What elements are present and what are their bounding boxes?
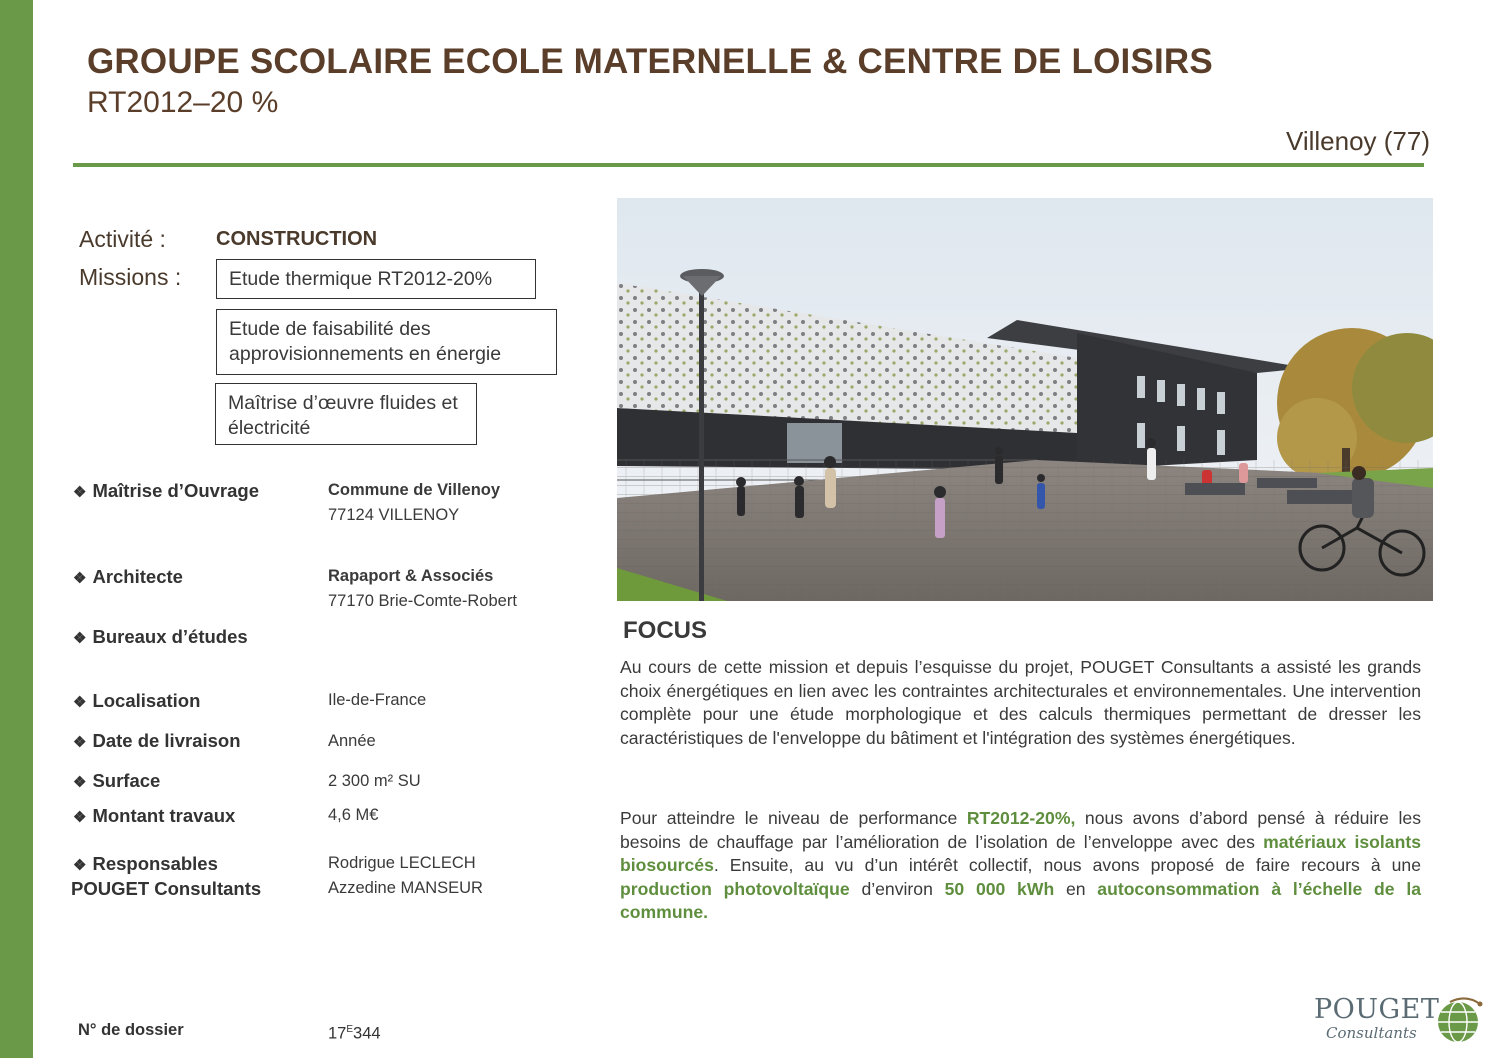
info-label-montant: ❖ Montant travaux: [73, 805, 236, 826]
info-value-responsables: [328, 851, 483, 901]
diamond-bullet-icon: ❖: [73, 734, 87, 751]
header-divider: [73, 163, 1424, 167]
info-label-responsables: ❖ Responsables POUGET Consultants: [71, 853, 262, 899]
globe-icon: [1432, 994, 1484, 1046]
moa-address: 77124 VILLENOY: [328, 506, 460, 524]
diamond-bullet-icon: ❖: [73, 630, 87, 647]
architect-address: 77170 Brie-Comte-Robert: [328, 592, 517, 610]
responsable-1: Rodrigue LECLECH: [328, 854, 476, 872]
dossier-label: N° de dossier: [78, 1021, 184, 1039]
activity-value: CONSTRUCTION: [216, 228, 378, 250]
info-label-livraison: ❖ Date de livraison: [73, 730, 241, 751]
activity-label: Activité :: [79, 226, 166, 252]
info-value-surface: 2 300 m² SU: [328, 772, 421, 790]
info-label-localisation: ❖ Localisation: [73, 690, 201, 711]
info-label-moa: ❖ Maîtrise d’Ouvrage: [73, 480, 260, 501]
info-label-bureaux: ❖ Bureaux d’études: [73, 626, 248, 647]
diamond-bullet-icon: ❖: [73, 570, 87, 587]
diamond-bullet-icon: ❖: [73, 857, 87, 874]
responsables-company: POUGET Consultants: [71, 878, 262, 899]
info-label-surface: ❖ Surface: [73, 770, 161, 791]
mission-text: Maîtrise d’œuvre fluides et électricité: [228, 392, 458, 439]
info-value-moa: [328, 478, 500, 528]
page-title: GROUPE SCOLAIRE ECOLE MATERNELLE & CENTRE DE LOISIRS: [87, 42, 1213, 81]
left-accent-bar: [0, 0, 33, 1058]
info-value-architect: [328, 564, 517, 614]
mission-box-feasibility: [216, 309, 557, 375]
building-rendering-image: [617, 198, 1433, 601]
mission-box-thermal: [216, 259, 536, 299]
project-location: Villenoy (77): [1285, 126, 1430, 156]
diamond-bullet-icon: ❖: [73, 694, 87, 711]
focus-paragraph-1: Au cours de cette mission et depuis l’esquisse du projet, POUGET Consultants a assisté les grands choix énergétiques en lien avec les contraintes architecturales et environnementales. Une intervention complète pour une étude morphologique et des calculs thermiques permettant de dresser les caractéristiques de l'enveloppe du bâtiment et l'intégration des systèmes énergétiques.: [620, 657, 1421, 748]
focus-paragraph-2: Pour atteindre le niveau de performance RT2012-20%, nous avons d’abord pensé à réduire les besoins de chauffage par l’amélioration de l’isolation de l’enveloppe avec des matériaux isolants biosourcés. Ensuite, au vu d’un intérêt collectif, nous avons proposé de faire recours à une production photovoltaïque d’environ 50 000 kWh en autoconsommation à l’échelle de la commune.: [620, 808, 1422, 922]
mission-text: Etude de faisabilité des approvisionnements en énergie: [229, 318, 502, 365]
logo-wordmark: POUGET: [1314, 994, 1440, 1025]
dossier-number: $17^E344$: [328, 1024, 381, 1043]
responsable-2: Azzedine MANSEUR: [328, 879, 483, 897]
pouget-consultants-logo: [1308, 990, 1488, 1050]
diamond-bullet-icon: ❖: [73, 774, 87, 791]
info-label-architect: ❖ Architecte: [73, 566, 183, 587]
diamond-bullet-icon: ❖: [73, 484, 87, 501]
architect-name: Rapaport & Associés: [328, 567, 494, 585]
missions-label: Missions :: [79, 264, 182, 290]
mission-text: Etude thermique RT2012-20%: [229, 268, 493, 290]
info-value-montant: 4,6 M€: [328, 806, 379, 824]
info-value-livraison: Année: [328, 732, 376, 750]
diamond-bullet-icon: ❖: [73, 809, 87, 826]
mission-box-moe: [215, 383, 477, 445]
logo-subtitle: Consultants: [1326, 1024, 1417, 1042]
focus-heading: FOCUS: [623, 617, 707, 644]
page-subtitle: RT2012–20 %: [87, 86, 279, 119]
info-value-localisation: Ile-de-France: [328, 691, 427, 709]
moa-name: Commune de Villenoy: [328, 481, 501, 499]
